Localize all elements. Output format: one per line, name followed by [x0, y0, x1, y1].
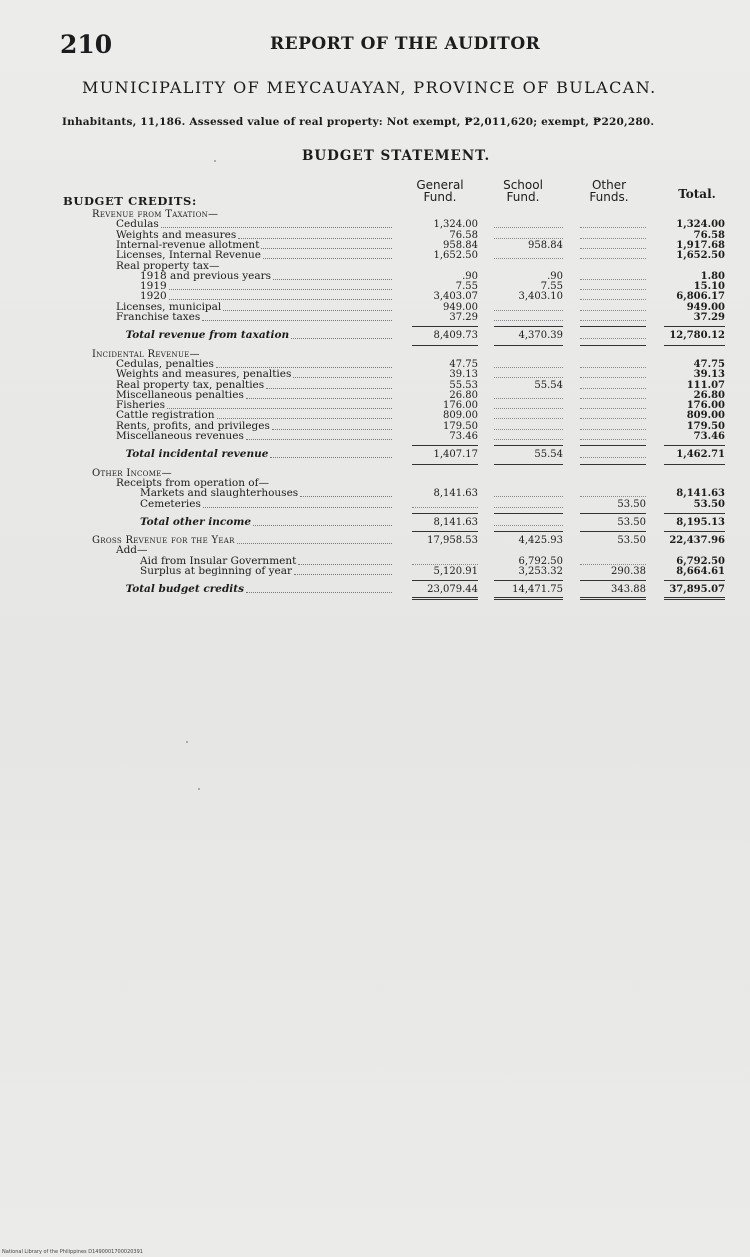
- empty-cell-leader: [580, 429, 646, 430]
- row-label: Add—: [116, 544, 148, 557]
- fund-cell: 17,958.53: [427, 535, 478, 547]
- column-rule: [664, 464, 725, 465]
- dot-leader: [272, 429, 392, 430]
- column-rule: [580, 580, 646, 581]
- dot-leader: [294, 574, 392, 575]
- row-label: Aid from Insular Government: [140, 554, 297, 567]
- empty-cell-leader: [580, 367, 646, 368]
- column-rule: [664, 326, 725, 327]
- municipality-heading: MUNICIPALITY OF MEYCAUAYAN, PROVINCE OF BULACAN.: [82, 78, 657, 97]
- budget-credits-heading: BUDGET CREDITS:: [63, 194, 197, 208]
- column-rule: [494, 580, 563, 581]
- column-header-general-line1: General: [416, 178, 464, 192]
- column-rule: [494, 326, 563, 327]
- total-cell: 1,324.00: [676, 219, 725, 231]
- column-header-general-line2: Fund.: [423, 190, 457, 204]
- double-rule: [494, 597, 563, 600]
- total-cell: 1,462.71: [676, 449, 725, 461]
- total-cell: 6,792.50: [676, 555, 725, 567]
- empty-cell-leader: [494, 320, 563, 321]
- row-label: Other Income—: [92, 467, 172, 479]
- empty-cell-leader: [580, 258, 646, 259]
- empty-cell-leader: [494, 429, 563, 430]
- empty-cell-leader: [494, 310, 563, 311]
- column-rule: [494, 513, 563, 514]
- row-label: Weights and measures, penalties: [116, 368, 292, 381]
- column-rule: [494, 464, 563, 465]
- row-label: Incidental Revenue—: [92, 348, 200, 360]
- total-cell: 37,895.07: [669, 584, 725, 596]
- empty-cell-leader: [494, 258, 563, 259]
- table-row: [0, 517, 750, 528]
- fund-cell: 47.75: [449, 358, 478, 370]
- fund-cell: .90: [462, 270, 478, 282]
- column-header-school-line2: Fund.: [506, 190, 540, 204]
- row-label: Franchise taxes: [116, 311, 201, 323]
- dot-leader: [237, 543, 392, 544]
- dot-leader: [261, 248, 392, 249]
- column-header-other-line2: Funds.: [589, 190, 629, 204]
- fund-cell: 55.54: [534, 449, 563, 461]
- total-cell: 73.46: [693, 431, 725, 442]
- empty-cell-leader: [494, 507, 563, 508]
- column-rule: [580, 513, 646, 514]
- empty-cell-leader: [580, 227, 646, 228]
- row-label: Total other income: [140, 515, 252, 528]
- table-row: [0, 566, 750, 577]
- column-rule: [664, 531, 725, 532]
- row-label: Internal-revenue allotment: [116, 238, 260, 251]
- fund-cell: 53.50: [617, 498, 646, 510]
- empty-cell-leader: [580, 248, 646, 249]
- dot-leader: [169, 289, 392, 290]
- total-cell: 949.00: [686, 301, 725, 313]
- dot-leader: [263, 258, 392, 259]
- row-label: Miscellaneous penalties: [116, 388, 244, 401]
- fund-cell: 8,409.73: [433, 330, 478, 342]
- total-cell: 1,917.68: [676, 239, 725, 251]
- row-label: Rents, profits, and privileges: [116, 419, 270, 432]
- fund-cell: 39.13: [449, 369, 478, 381]
- empty-cell-leader: [412, 507, 478, 508]
- dot-leader: [246, 398, 392, 399]
- paper-speck: [214, 160, 216, 162]
- row-label: Fisheries: [116, 399, 165, 412]
- dot-leader: [293, 377, 392, 378]
- column-header-total-line1: Total.: [678, 187, 716, 201]
- column-header-school-line1: School: [503, 178, 543, 192]
- column-rule: [580, 326, 646, 327]
- row-label: Miscellaneous revenues: [116, 430, 244, 442]
- total-cell: 12,780.12: [669, 330, 725, 342]
- empty-cell-leader: [580, 564, 646, 565]
- dot-leader: [202, 320, 392, 321]
- total-cell: 39.13: [693, 369, 725, 381]
- row-label: Surplus at beginning of year: [140, 565, 293, 577]
- fund-cell: 3,403.07: [433, 291, 478, 303]
- dot-leader: [238, 238, 392, 239]
- row-label: Real property tax, penalties: [116, 378, 265, 391]
- total-cell: 47.75: [693, 358, 725, 370]
- empty-cell-leader: [494, 418, 563, 419]
- empty-cell-leader: [494, 398, 563, 399]
- fund-cell: 26.80: [449, 389, 478, 401]
- dot-leader: [300, 496, 392, 497]
- empty-cell-leader: [494, 227, 563, 228]
- row-label: Gross Revenue for the Year: [92, 535, 235, 547]
- column-rule: [412, 464, 478, 465]
- dot-leader: [291, 338, 392, 339]
- empty-cell-leader: [494, 408, 563, 409]
- dot-leader: [203, 507, 392, 508]
- column-rule: [412, 445, 478, 446]
- column-rule: [580, 464, 646, 465]
- fund-cell: 958.84: [443, 239, 478, 251]
- fund-cell: 8,141.63: [433, 488, 478, 500]
- row-label: Licenses, municipal: [116, 300, 222, 313]
- column-rule: [664, 513, 725, 514]
- fund-cell: 7.55: [540, 281, 563, 293]
- fund-cell: 958.84: [528, 239, 563, 251]
- empty-cell-leader: [580, 299, 646, 300]
- total-cell: 809.00: [686, 410, 725, 422]
- row-label: Receipts from operation of—: [116, 476, 270, 489]
- dot-leader: [270, 457, 392, 458]
- running-title: REPORT OF THE AUDITOR: [270, 34, 541, 54]
- column-header-other-line1: Other: [591, 178, 627, 192]
- column-rule: [580, 531, 646, 532]
- fund-cell: 1,407.17: [433, 449, 478, 461]
- row-label: Licenses, Internal Revenue: [116, 249, 261, 262]
- column-rule: [494, 531, 563, 532]
- fund-cell: 53.50: [617, 535, 646, 547]
- table-row: [0, 449, 750, 460]
- empty-cell-leader: [580, 320, 646, 321]
- fund-cell: 179.50: [443, 420, 478, 432]
- column-rule: [664, 580, 725, 581]
- total-cell: 179.50: [686, 420, 725, 432]
- dot-leader: [246, 592, 392, 593]
- total-cell: 76.58: [693, 229, 725, 241]
- empty-cell-leader: [580, 457, 646, 458]
- empty-cell-leader: [580, 398, 646, 399]
- total-cell: 1.80: [700, 270, 725, 282]
- column-rule: [412, 345, 478, 346]
- total-cell: 111.07: [686, 379, 725, 391]
- empty-cell-leader: [580, 238, 646, 239]
- fund-cell: 1,652.50: [433, 250, 478, 262]
- paper-speck: [186, 741, 188, 743]
- column-rule: [412, 326, 478, 327]
- row-label: Weights and measures: [116, 228, 237, 241]
- empty-cell-leader: [494, 238, 563, 239]
- column-rule: [664, 345, 725, 346]
- row-label: 1920: [140, 290, 167, 303]
- fund-cell: 3,253.32: [518, 566, 563, 577]
- fund-cell: 290.38: [611, 566, 646, 577]
- total-cell: 1,652.50: [676, 250, 725, 262]
- fund-cell: 343.88: [611, 584, 646, 596]
- fund-cell: 3,403.10: [518, 291, 563, 303]
- fund-cell: 1,324.00: [433, 219, 478, 231]
- fund-cell: 8,141.63: [433, 516, 478, 528]
- fund-cell: 37.29: [449, 312, 478, 323]
- row-label: Cedulas, penalties: [116, 357, 214, 370]
- column-rule: [412, 513, 478, 514]
- row-label: Revenue from Taxation—: [92, 209, 219, 220]
- row-label: Total incidental revenue: [125, 448, 269, 461]
- total-cell: 37.29: [693, 312, 725, 323]
- fund-cell: 6,792.50: [518, 555, 563, 567]
- inhabitants-line: Inhabitants, 11,186. Assessed value of real property: Not exempt, ₱2,011,620; exempt, ₱220,280.: [62, 116, 655, 128]
- column-rule: [664, 445, 725, 446]
- fund-cell: 76.58: [449, 229, 478, 241]
- empty-cell-leader: [412, 564, 478, 565]
- row-label: Total revenue from taxation: [125, 329, 290, 342]
- fund-cell: 14,471.75: [512, 584, 563, 596]
- column-rule: [412, 580, 478, 581]
- fund-cell: 7.55: [455, 281, 478, 293]
- row-label: Markets and slaughterhouses: [140, 487, 299, 500]
- total-cell: 22,437.96: [669, 535, 725, 547]
- dot-leader: [253, 525, 392, 526]
- dot-leader: [273, 279, 392, 280]
- double-rule: [412, 597, 478, 600]
- table-row: [0, 584, 750, 595]
- fund-cell: 809.00: [443, 410, 478, 422]
- empty-cell-leader: [580, 496, 646, 497]
- column-rule: [412, 531, 478, 532]
- column-rule: [580, 345, 646, 346]
- fund-cell: .90: [547, 270, 563, 282]
- empty-cell-leader: [580, 338, 646, 339]
- total-cell: 15.10: [693, 281, 725, 293]
- double-rule: [664, 597, 725, 600]
- row-label: 1918 and previous years: [140, 269, 272, 282]
- empty-cell-leader: [580, 418, 646, 419]
- dot-leader: [223, 310, 392, 311]
- fund-cell: 23,079.44: [427, 584, 478, 596]
- total-cell: 6,806.17: [676, 291, 725, 303]
- column-rule: [580, 445, 646, 446]
- empty-cell-leader: [494, 439, 563, 440]
- table-row: [0, 330, 750, 341]
- total-cell: 53.50: [693, 498, 725, 510]
- total-cell: 26.80: [693, 389, 725, 401]
- empty-cell-leader: [494, 525, 563, 526]
- dot-leader: [298, 564, 392, 565]
- empty-cell-leader: [580, 289, 646, 290]
- table-row: [0, 431, 750, 442]
- empty-cell-leader: [494, 367, 563, 368]
- fund-cell: 4,425.93: [518, 535, 563, 547]
- empty-cell-leader: [494, 377, 563, 378]
- row-label: Cemeteries: [140, 497, 201, 510]
- page-number: 210: [60, 30, 113, 59]
- fund-cell: 53.50: [617, 516, 646, 528]
- row-label: 1919: [140, 280, 167, 293]
- empty-cell-leader: [580, 310, 646, 311]
- fund-cell: 949.00: [443, 301, 478, 313]
- empty-cell-leader: [494, 496, 563, 497]
- fund-cell: 176.00: [443, 400, 478, 412]
- empty-cell-leader: [580, 377, 646, 378]
- empty-cell-leader: [580, 408, 646, 409]
- double-rule: [580, 597, 646, 600]
- paper-speck: [198, 788, 200, 790]
- empty-cell-leader: [580, 388, 646, 389]
- fund-cell: 4,370.39: [518, 330, 563, 342]
- fund-cell: 55.53: [449, 379, 478, 391]
- fund-cell: 73.46: [449, 431, 478, 442]
- table-row: [0, 499, 750, 510]
- row-label: Total budget credits: [125, 583, 245, 596]
- statement-title: BUDGET STATEMENT.: [302, 148, 491, 164]
- empty-cell-leader: [580, 279, 646, 280]
- fund-cell: 5,120.91: [433, 566, 478, 577]
- table-row: [0, 312, 750, 323]
- row-label: Cedulas: [116, 218, 159, 231]
- total-cell: 8,195.13: [676, 516, 725, 528]
- fund-cell: 55.54: [534, 379, 563, 391]
- empty-cell-leader: [580, 439, 646, 440]
- row-label: Real property tax—: [116, 259, 220, 272]
- scan-footer: National Library of the Philippines D1490001700020391: [2, 1249, 143, 1255]
- total-cell: 8,664.61: [676, 566, 725, 577]
- dot-leader: [266, 388, 392, 389]
- column-rule: [494, 345, 563, 346]
- column-rule: [494, 445, 563, 446]
- total-cell: 176.00: [686, 400, 725, 412]
- row-label: Cattle registration: [116, 409, 215, 422]
- total-cell: 8,141.63: [676, 488, 725, 500]
- dot-leader: [246, 439, 392, 440]
